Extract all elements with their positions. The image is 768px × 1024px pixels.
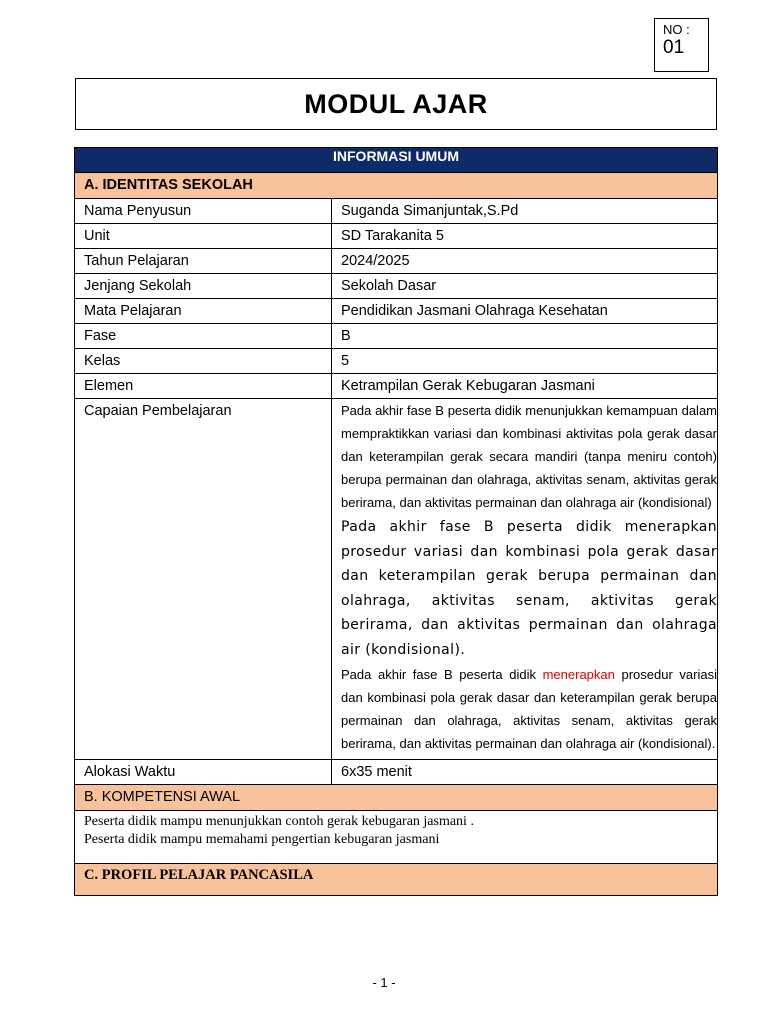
- kompetensi-item-2: Peserta didik mampu memahami pengertian kebugaran jasmani: [84, 831, 440, 847]
- row-value-jenjang-sekolah: Sekolah Dasar: [332, 274, 718, 299]
- module-info-table: [74, 147, 718, 896]
- row-value-nama-penyusun: Suganda Simanjuntak,S.Pd: [332, 199, 718, 224]
- document-number-box: [654, 18, 709, 72]
- capaian-paragraph-3: [341, 663, 717, 755]
- document-number-label: NO :: [663, 22, 690, 37]
- row-label-mata-pelajaran: Mata Pelajaran: [75, 299, 332, 324]
- capaian-paragraph-2: Pada akhir fase B peserta didik menerapkan prosedur variasi dan kombinasi pola gerak dasar dan keterampilan gerak berupa permainan dan olahraga, aktivitas senam, aktivitas gerak berirama, dan aktivitas permainan dan olahraga air (kondisional).: [341, 519, 717, 658]
- capaian-paragraph-1: Pada akhir fase B peserta didik menunjukkan kemampuan dalam mempraktikkan variasi dan kombinasi aktivitas pola gerak dasar dan keterampilan gerak secara mandiri (tanpa meniru contoh) berupa permainan dan olahraga, aktivitas senam, aktivitas gerak berirama, dan aktivitas permainan dan olahraga air (kondisional): [341, 403, 717, 510]
- section-b-heading: B. KOMPETENSI AWAL: [75, 785, 718, 811]
- kompetensi-awal-content: [75, 811, 718, 864]
- row-label-fase: Fase: [75, 324, 332, 349]
- document-number-value: 01: [663, 37, 685, 58]
- row-value-unit: SD Tarakanita 5: [332, 224, 718, 249]
- row-label-nama-penyusun: Nama Penyusun: [75, 199, 332, 224]
- row-label-alokasi-waktu: Alokasi Waktu: [75, 760, 332, 785]
- kompetensi-item-1: Peserta didik mampu menunjukkan contoh gerak kebugaran jasmani .: [84, 814, 474, 829]
- row-label-jenjang-sekolah: Jenjang Sekolah: [75, 274, 332, 299]
- document-title: MODUL AJAR: [75, 78, 717, 130]
- table-row: [75, 224, 718, 249]
- row-label-tahun-pelajaran: Tahun Pelajaran: [75, 249, 332, 274]
- general-info-header: INFORMASI UMUM: [75, 148, 718, 173]
- row-value-mata-pelajaran: Pendidikan Jasmani Olahraga Kesehatan: [332, 299, 718, 324]
- row-value-kelas: 5: [332, 349, 718, 374]
- table-row: [75, 399, 718, 760]
- capaian-paragraph-3-start: Pada akhir fase B peserta didik: [341, 667, 543, 682]
- page-number: - 1 -: [372, 975, 396, 990]
- table-row: [75, 760, 718, 785]
- section-c-heading: C. PROFIL PELAJAR PANCASILA: [75, 864, 718, 896]
- table-row: [75, 199, 718, 224]
- capaian-pembelajaran-content: [332, 399, 718, 760]
- table-row: [75, 349, 718, 374]
- row-label-kelas: Kelas: [75, 349, 332, 374]
- row-label-capaian-pembelajaran: Capaian Pembelajaran: [75, 399, 332, 760]
- row-label-elemen: Elemen: [75, 374, 332, 399]
- capaian-paragraph-3-end: prosedur variasi dan kombinasi pola gerak dasar dan keterampilan gerak berupa permainan dan olahraga, aktivitas senam, aktivitas gerak berirama, dan aktivitas permainan dan olahraga air (kondisional).: [341, 667, 717, 751]
- row-value-fase: B: [332, 324, 718, 349]
- table-row: [75, 274, 718, 299]
- row-value-alokasi-waktu: 6x35 menit: [332, 760, 718, 785]
- table-row: [75, 324, 718, 349]
- table-row: [75, 374, 718, 399]
- highlighted-word: menerapkan: [542, 667, 615, 682]
- row-value-elemen: Ketrampilan Gerak Kebugaran Jasmani: [332, 374, 718, 399]
- table-row: [75, 249, 718, 274]
- table-row: [75, 299, 718, 324]
- row-value-tahun-pelajaran: 2024/2025: [332, 249, 718, 274]
- row-label-unit: Unit: [75, 224, 332, 249]
- section-a-heading: A. IDENTITAS SEKOLAH: [75, 173, 718, 199]
